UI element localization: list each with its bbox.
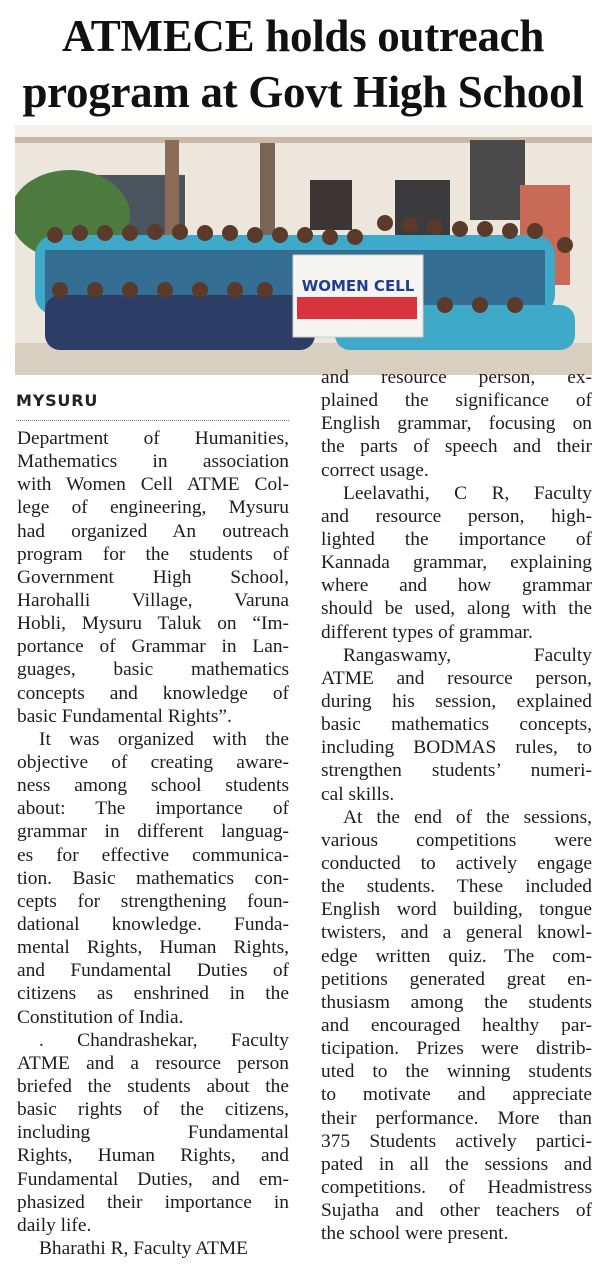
article-line: various competitions were [321,829,592,851]
article-line: Department of Humanities, [17,428,289,449]
group-photo [15,125,592,375]
article-paragraph [17,728,289,1029]
article-line: where and how grammar [321,575,592,597]
headline-line-1: ATMECE holds outreach [61,11,545,61]
article-line: es for effective communica- [17,844,289,866]
article-paragraph [17,427,289,728]
article-line: Mathematics in association [17,451,289,473]
article-line: Rangaswamy, Faculty [343,644,592,666]
article-line: edge written quiz. The com- [321,945,592,967]
article-line: guages, basic mathematics [17,659,289,681]
article-line: objective of creating aware- [17,751,289,773]
article-line: and resource person, high- [321,505,592,527]
article-paragraph [17,1237,289,1260]
article-line: twisters, and a general knowl- [321,922,592,944]
article-line: 375 Students actively partici- [321,1130,592,1152]
article-line: ATME and resource person, [321,667,592,689]
article-line: should be used, along with the [321,598,592,620]
article-left-column [17,427,289,1260]
article-line: had organized An outreach [17,520,289,542]
article-line: lege of engineering, Mysuru [17,497,289,519]
article-line: Hobli, Mysuru Taluk on “Im- [17,613,289,635]
article-line: different types of grammar. [321,621,533,643]
article-line: including BODMAS rules, to [321,737,592,759]
article-line: portance of Grammar in Lan- [17,636,289,658]
article-line: the school were present. [321,1223,509,1245]
article-paragraph [321,644,592,806]
article-line: English grammar, focusing on [321,413,592,435]
article-line: At the end of the sessions, [343,806,592,828]
article-line: phasized their importance in [17,1191,289,1213]
article-line: lighted the importance of [321,528,592,550]
article-line: and encouraged healthy par- [321,1014,592,1036]
article-paragraph [321,482,592,644]
article-line: correct usage. [321,459,429,481]
article-line: strengthen students’ numeri- [321,760,592,782]
article-line: concepts and knowledge of [17,682,289,704]
article-line: and Fundamental Duties of [17,960,289,982]
article-line: Rights, Human Rights, and [17,1145,289,1167]
headline-line-2: program at Govt High School [22,67,584,117]
article-line: dational knowledge. Funda- [17,913,289,935]
article-line: conducted to actively engage [321,852,592,874]
article-line: the parts of speech and their [321,436,592,458]
article-line: Leelavathi, C R, Faculty [343,482,592,504]
article-line: basic mathematics concepts, [321,714,592,736]
article-line: English word building, tongue [321,899,592,921]
article-line: . Chandrashekar, Faculty [39,1029,289,1051]
article-line: their performance. More than [321,1107,592,1129]
article-line: briefed the students about the [17,1075,289,1097]
article-line: uted to the winning students [321,1061,592,1083]
dateline-rule [16,420,289,421]
article-line: and resource person, ex- [321,367,592,388]
article-paragraph [321,806,592,1246]
article-line: mental Rights, Human Rights, [17,937,289,959]
article-line: program for the students of [17,543,289,565]
article-line: Bharathi R, Faculty ATME [39,1237,248,1259]
article-line: ness among school students [17,775,289,797]
article-line: citizens as enshrined in the [17,983,289,1005]
article-line: with Women Cell ATME Col- [17,474,289,496]
article-line: petitions generated great en- [321,968,592,990]
article-paragraph [321,366,592,482]
article-line: daily life. [17,1214,92,1236]
article-line: during his session, explained [321,690,592,712]
article-line: basic Fundamental Rights”. [17,705,232,727]
article-line: thusiasm among the students [321,991,592,1013]
article-line: cal skills. [321,783,395,805]
article-line: grammar in different languag- [17,821,289,843]
article-line: ticipation. Prizes were distrib- [321,1038,592,1060]
article-line: competitions. of Headmistress [321,1176,592,1198]
article-line: to motivate and appreciate [321,1084,592,1106]
article-line: the students. These included [321,876,592,898]
article-line: including Fundamental [17,1122,289,1144]
headline [0,8,606,120]
article-paragraph [17,1029,289,1237]
article-line: Government High School, [17,566,289,588]
article-line: basic rights of the citizens, [17,1099,289,1121]
article-line: Sujatha and other teachers of [321,1200,592,1222]
article-line: Constitution of India. [17,1006,184,1028]
banner-text: WOMEN CELL [301,277,415,295]
article-line: Kannada grammar, explaining [321,552,592,574]
article-line: ATME and a resource person [17,1052,289,1074]
article-line: It was organized with the [39,728,289,750]
article-line: plained the significance of [321,390,592,412]
article-line: Fundamental Duties, and em- [17,1168,289,1190]
article-line: cepts for strengthening foun- [17,890,289,912]
article-line: about: The importance of [17,798,289,820]
article-line: tion. Basic mathematics con- [17,867,289,889]
article-line: Harohalli Village, Varuna [17,589,289,611]
article-right-column [321,366,592,1245]
article-line: pated in all the sessions and [321,1153,592,1175]
group-photo-image [15,125,592,375]
dateline: MYSURU [16,391,99,410]
